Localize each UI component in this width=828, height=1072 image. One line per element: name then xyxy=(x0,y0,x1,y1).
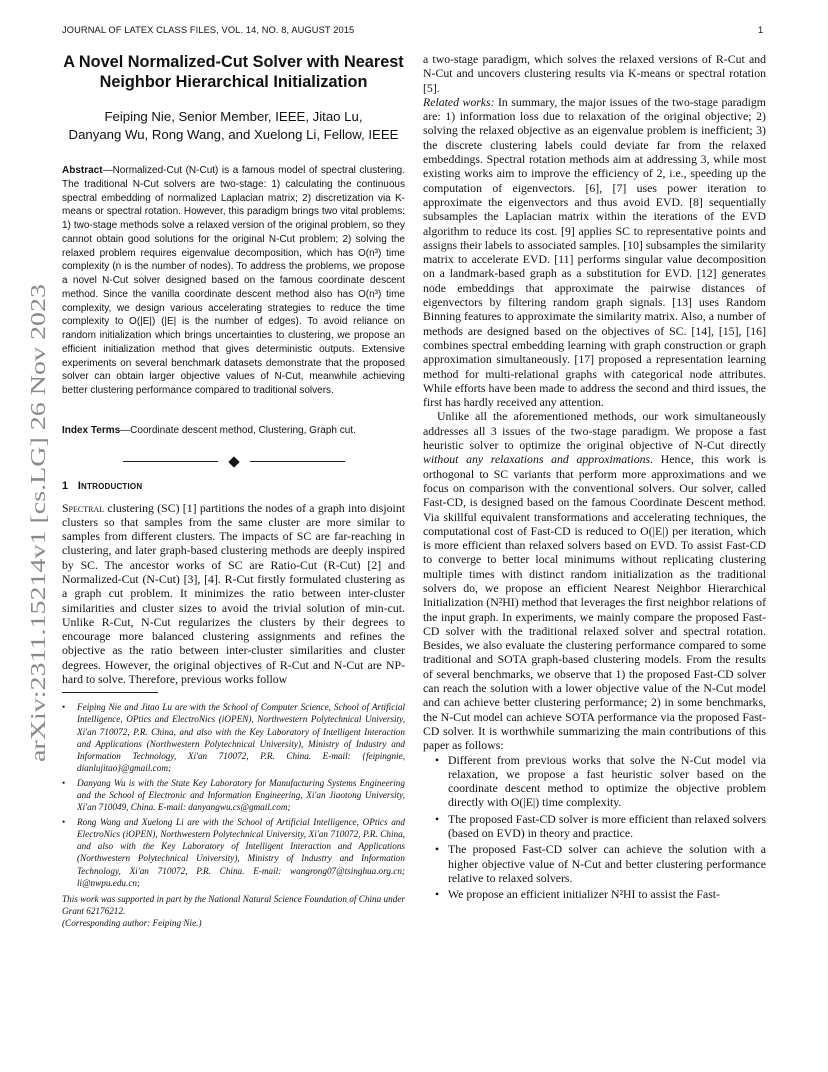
related-works-label: Related works: xyxy=(423,94,495,109)
section-number: 1 xyxy=(62,479,69,492)
author-list xyxy=(62,108,405,144)
footnote-item: • Feiping Nie and Jitao Lu are with the School of Computer Science, School of Artificial Intelligence, OPtics and ElectroNics (iOPEN), Northwestern Polytechnical University, Xi'an 710072, P.R. China, and also with the Key Laboratory of Intelligent Interaction and Applications (Northwestern Polytechnical University), Ministry of Industry and Information Technology, Xi'an 710072, P.R. China. E-mail: {feipingnie, dianlujitao}@gmail.com; xyxy=(62,701,405,774)
abstract-text: —Normalized-Cut (N-Cut) is a famous model of spectral clustering. The traditional N-Cut solvers are two-stage: 1) calculating the continuous spectral embedding of normalized Laplacian matrix; 2) discretization via K-means or spectral rotation. However, this paradigm brings two vital problems: 1) two-stage methods solve a relaxed version of the original problem, so they cannot obtain good solutions for the original N-Cut problem; 2) solving the relaxed problem requires eigenvalue decomposition, which has O(n³) time complexity (n is the number of nodes). To address the problems, we propose a novel N-Cut solver designed based on the famous coordinate descent method. Since the vanilla coordinate descent method also has O(n³) time complexity, we design various accelerating strategies to reduce the time complexity to O(|E|) (|E| is the number of edges). To avoid reliance on random initialization which brings uncertainties to clustering, we propose an efficient initialization method that gives deterministic outputs. Extensive experiments on several benchmark datasets demonstrate that the proposed solver can obtain larger objective values of N-Cut, meanwhile achieving better clustering performance compared to traditional solvers. xyxy=(62,165,405,396)
arxiv-stamp xyxy=(18,282,54,762)
author-line-2: Danyang Wu, Rong Wang, and Xuelong Li, Fellow, IEEE xyxy=(68,127,399,142)
section-separator xyxy=(62,458,405,466)
right-column xyxy=(423,52,766,904)
index-terms-label: Index Terms xyxy=(62,424,121,436)
abstract xyxy=(62,164,405,398)
left-column xyxy=(62,52,405,929)
approach-emphasis: without any relaxations and approximations xyxy=(423,452,651,467)
contributions-list xyxy=(423,753,766,902)
arxiv-stamp-text: arXiv:2311.15214v1 [cs.LG] 26 Nov 2023 xyxy=(26,394,50,762)
abstract-label: Abstract xyxy=(62,165,103,176)
footnote-item: • Danyang Wu is with the State Key Laboratory for Manufacturing Systems Engineering and the School of Electronic and Information Engineering, Xi'an Jiaotong University, Xi'an 710049, China. E-mail: danyangwu.cs@gmail.com; xyxy=(62,777,405,813)
intro-lead-word: Spectral xyxy=(62,500,105,515)
author-line-1: Feiping Nie, Senior Member, IEEE, Jitao Lu, xyxy=(104,109,363,124)
index-terms xyxy=(62,424,405,438)
index-terms-text: —Coordinate descent method, Clustering, Graph cut. xyxy=(120,424,356,436)
contribution-item: • The proposed Fast-CD solver can achieve the solution with a higher objective value of N-Cut and better clustering performance relative to relaxed solvers. xyxy=(423,842,766,885)
intro-paragraph xyxy=(62,501,405,687)
funding-note: This work was supported in part by the National Natural Science Foundation of China under Grant 62176212. xyxy=(62,893,405,916)
footnote-item: • Rong Wang and Xuelong Li are with the School of Artificial Intelligence, OPtics and ElectroNics (iOPEN), Northwestern Polytechnical University, Xi'an 710072, P.R. China, and also with the Key Laboratory of Intelligent Interaction and Applications (Northwestern Polytechnical University), Ministry of Industry and Information Technology, Xi'an 710072, P.R. China. E-mail: wangrong07@tsinghua.org.cn; li@nwpu.edu.cn; xyxy=(62,816,405,889)
separator-diamond-icon xyxy=(228,456,239,467)
approach-paragraph xyxy=(423,409,766,752)
section-heading xyxy=(62,480,405,492)
contribution-item: • We propose an efficient initializer N²HI to assist the Fast- xyxy=(423,887,766,901)
separator-line-right xyxy=(250,461,345,462)
related-works-text: In summary, the major issues of the two-stage paradigm are: 1) information loss due to relaxation of the original objective; 2) solving the relaxed objective as an eigenvalue problem is inefficient; 3) the discrete clustering labels could deviate far from the relaxed embeddings. Spectral rotation methods aim at addressing 3, while most existing works aim to improve the efficiency of 2, i.e., speeding up the computation of eigenvectors. [6], [7] uses power iteration to approximate the eigenvectors and thus avoid EVD. [8] sequentially subsamples the Laplacian matrix within the iterations of the EVD algorithm to reduce its cost. [9] applies SC to representative points and assigns their labels to associated samples. [10] subsamples the similarity matrix to accelerate EVD. [11] performs singular value decomposition on a landmark-based graph as a substitution for EVD. [12] generates node embeddings that approximate the pairwise distances of eigenvectors by filtering random graph signals. [13] uses Random Binning features to approximate the similarity matrix. Also, a number of methods are designed based on the objectives of SC. [14], [15], [16] combines spectral embedding learning with graph construction or graph approximation simultaneously. [17] proposed a representation learning method for multi-relational graphs with categorical node attributes. While efforts have been made to address the second and third issues, the first has hardly received any attention. xyxy=(423,94,766,410)
affiliation-footnotes xyxy=(62,701,405,888)
page-number: 1 xyxy=(758,25,764,35)
approach-text-a: Unlike all the aforementioned methods, our work simultaneously addresses all 3 issues of the two-stage paradigm. We propose a fast heuristic solver to optimize the original objective of N-Cut directly xyxy=(423,409,766,453)
running-header: JOURNAL OF LATEX CLASS FILES, VOL. 14, NO. 8, AUGUST 2015 xyxy=(62,25,355,35)
related-works-paragraph xyxy=(423,95,766,410)
approach-text-b: . Hence, this work is orthogonal to SC variants that perform more approximations and we focus on comparison with the conventional solvers. Our solver, called Fast-CD, is designed based on the famous Coordinate Descent method. Via skillful equivalent transformations and accelerating techniques, the computational cost of Fast-CD is reduced to O(|E|) per iteration, which is more efficient than relaxed solvers based on EVD. To assist Fast-CD to converge to better local minimums without replicating clustering multiple times with distinct random initialization as the traditional solvers do, we propose an efficient Nearest Neighbor Hierarchical Initialization (N²HI) method that leverages the first neighbor relations of the input graph. In experiments, we mainly compare the proposed Fast-CD solver with the traditional relaxed solver and spectral rotation. Besides, we also evaluate the clustering performance compared to some traditional and SOTA graph-based clustering models. From the results of several benchmarks, we observe that 1) the proposed Fast-CD solver can reach the solution with a lower objective value of the N-Cut model and can achieve better clustering performance; 2) in some benchmarks, the N-Cut model can achieve SOTA performance via the proposed Fast-CD solver. It is worthwhile summarizing the main contributions of this paper as follows: xyxy=(423,452,767,753)
paper-title: A Novel Normalized-Cut Solver with Nearest Neighbor Hierarchical Initialization xyxy=(63,53,404,91)
footnote-rule xyxy=(62,692,158,693)
separator-line-left xyxy=(123,461,218,462)
contribution-item: • The proposed Fast-CD solver is more efficient than relaxed solvers (based on EVD) in theory and practice. xyxy=(423,812,766,841)
corresponding-author-note: (Corresponding author: Feiping Nie.) xyxy=(62,917,202,928)
section-title: Introduction xyxy=(77,479,143,492)
contribution-item: • Different from previous works that solve the N-Cut model via relaxation, we propose a fast heuristic solver based on the coordinate descent method to optimize the objective problem directly with O(|E|) time complexity. xyxy=(423,753,766,810)
paradigm-paragraph: a two-stage paradigm, which solves the relaxed versions of R-Cut and N-Cut and uncovers clustering results via K-means or spectral rotation [5]. xyxy=(423,52,766,95)
intro-text: clustering (SC) [1] partitions the nodes of a graph into disjoint clusters so that samples from the same cluster are more similar to samples from different clusters. The impacts of SC are far-reaching in clustering, and later graph-based clustering methods are deeply inspired by SC. The ancestor works of SC are Ratio-Cut (R-Cut) [2] and Normalized-Cut (N-Cut) [3], [4]. R-Cut firstly formulated clustering as a graph cut problem. It minimizes the ratio between inter-cluster similarities and cluster sizes to avoid the trivial solution of min-cut. Unlike R-Cut, N-Cut regularizes the clusters by their degrees to encourage more balanced clustering assignments and refines the objective as the ratio between inter-cluster similarities and cluster degrees. However, the original objectives of R-Cut and N-Cut are NP-hard to solve. Therefore, previous works follow xyxy=(62,500,405,687)
